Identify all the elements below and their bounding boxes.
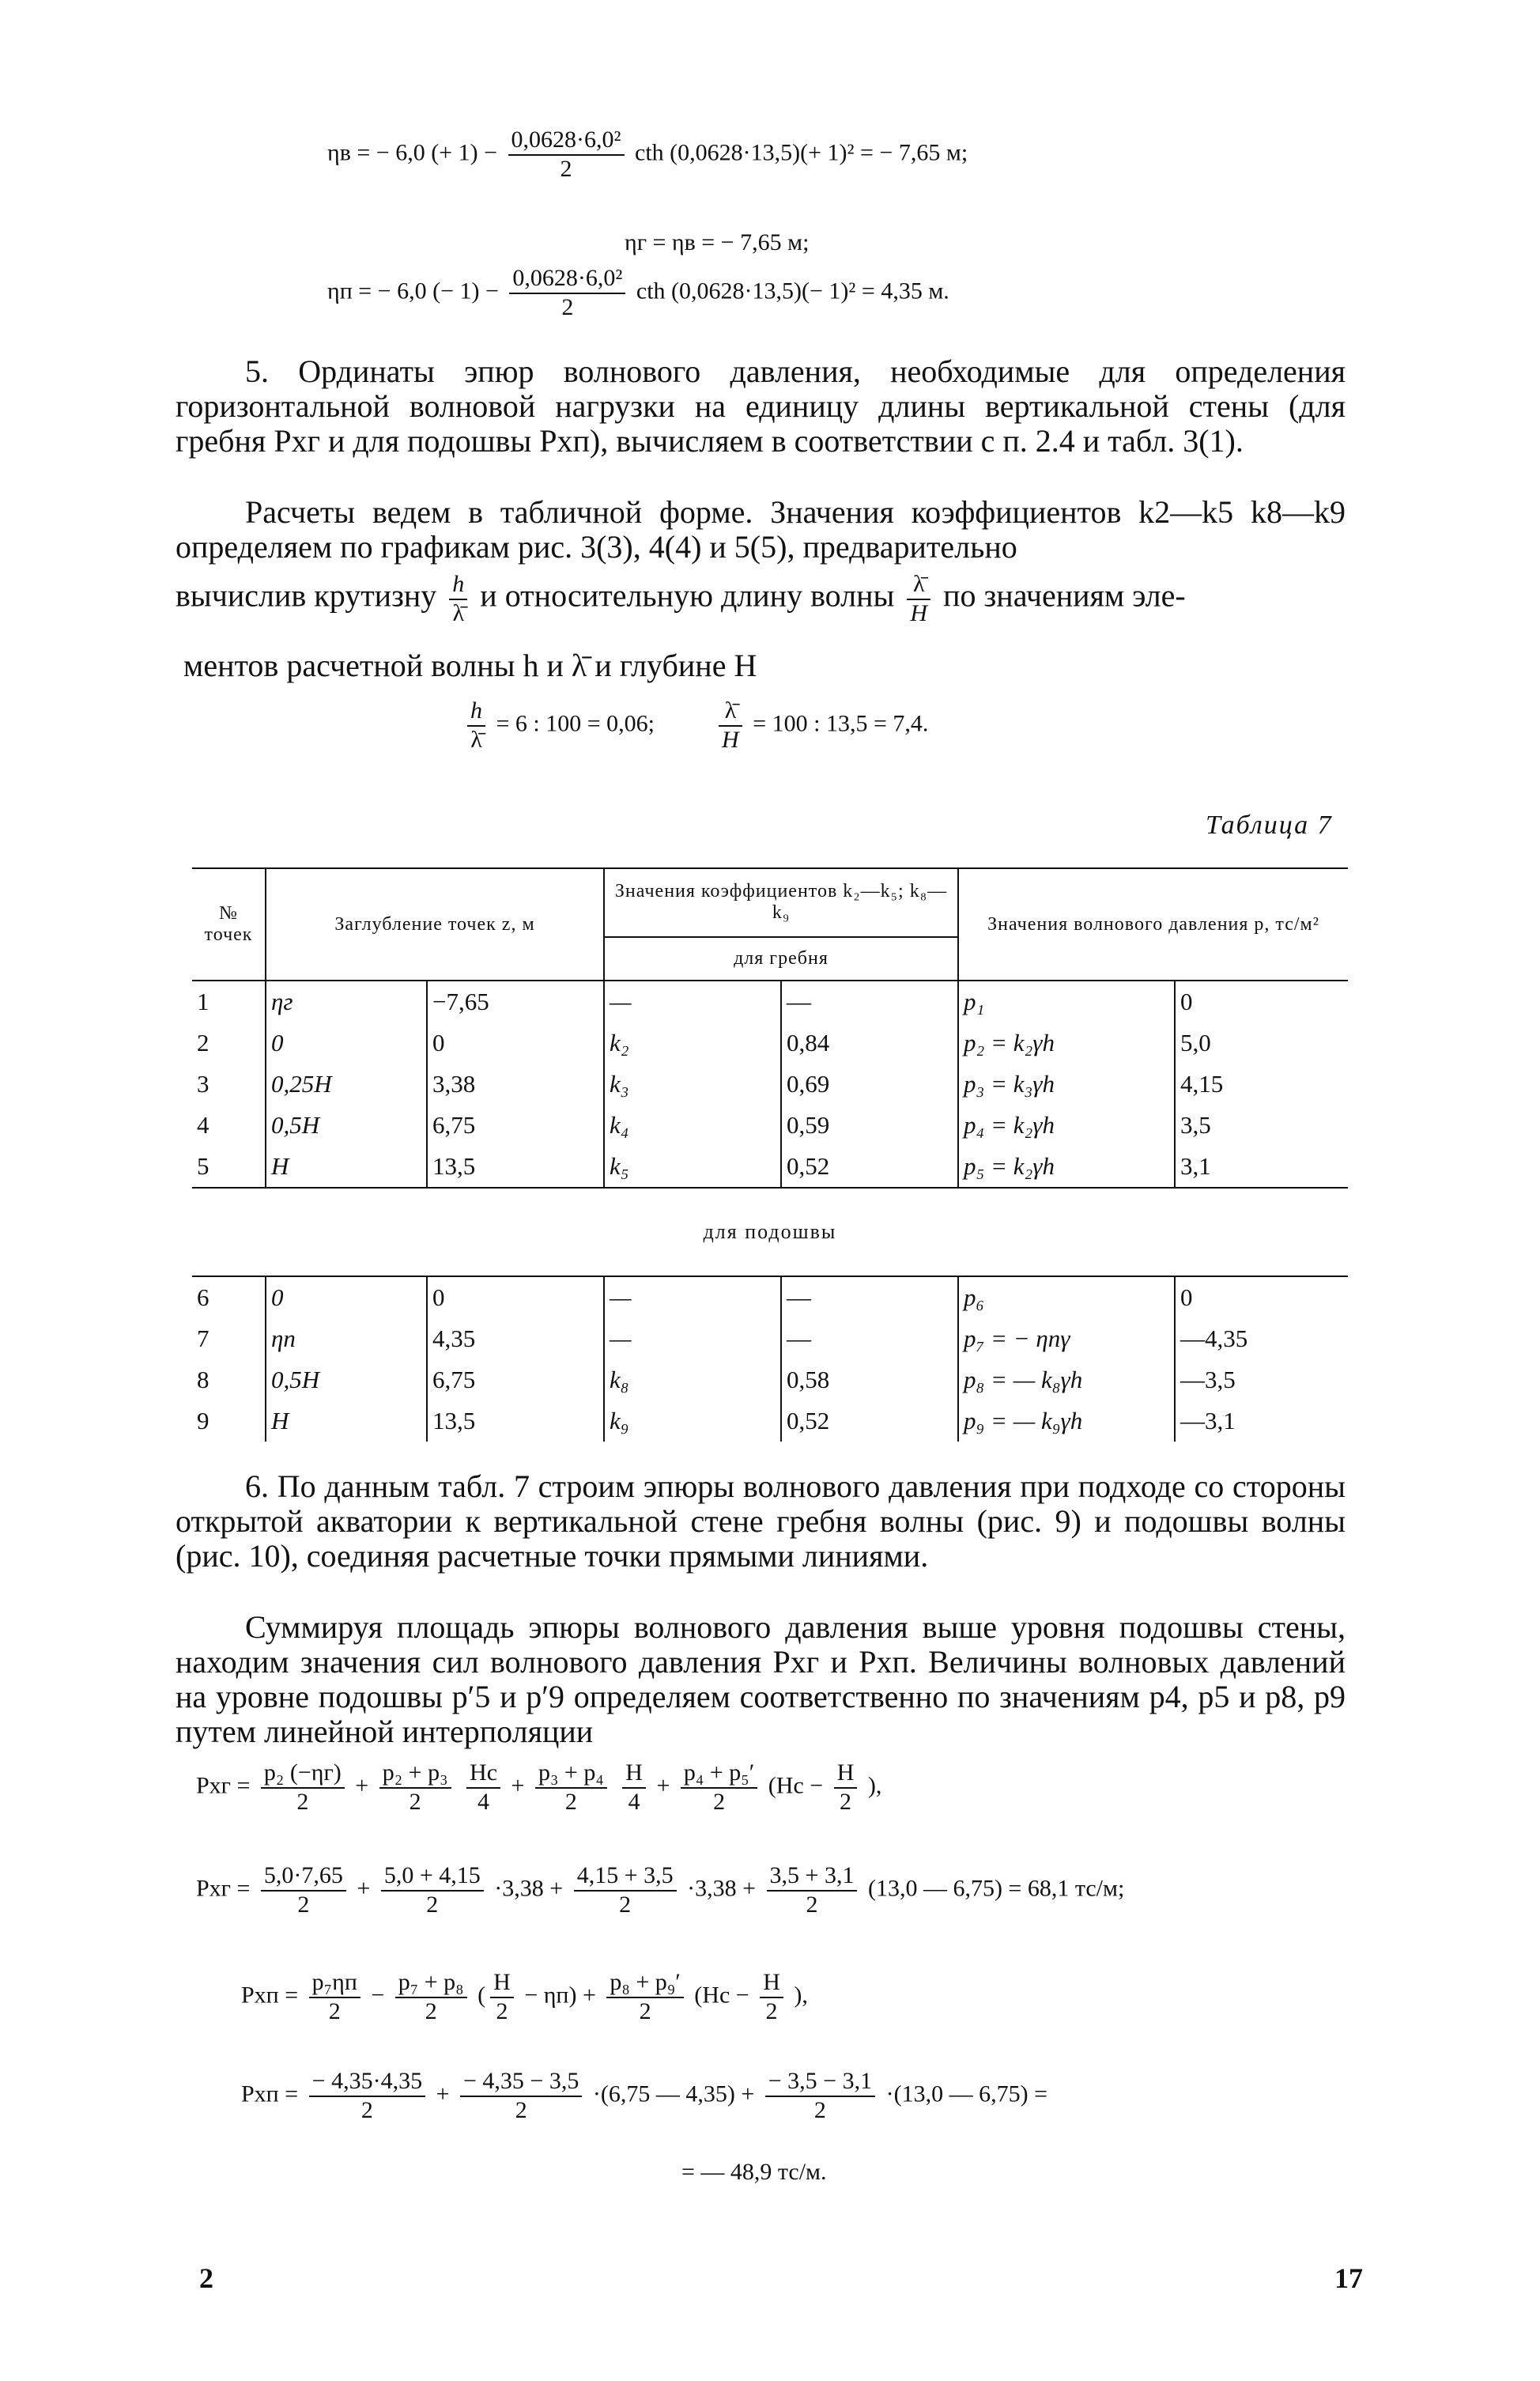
ratio-2: = 100 : 13,5 = 7,4. (753, 710, 929, 737)
fraction (261, 1862, 346, 1918)
denominator: λ̄ (452, 599, 465, 626)
table-caption: Таблица 7 (1206, 811, 1333, 840)
crest-rows (192, 981, 1348, 1188)
table-cell: p₄ = k₂γh (958, 1105, 1175, 1146)
denominator: 2 (813, 2096, 826, 2123)
numerator: Hс (466, 1759, 500, 1789)
denominator: 2 (806, 1891, 818, 1918)
text: ), (794, 1982, 808, 2009)
table-cell: k₈ (604, 1359, 781, 1400)
ratios-line (462, 697, 928, 754)
table-cell: — (604, 981, 781, 1022)
eq-rhs: cth (0,0628·13,5)(+ 1)² = − 7,65 м; (635, 139, 968, 166)
numerator: − 3,5 − 3,1 (765, 2068, 875, 2097)
table-row (192, 1276, 1348, 1318)
table-cell: — (604, 1276, 781, 1318)
text: − ηп) + (524, 1982, 596, 2009)
fraction (767, 1862, 858, 1918)
fraction (535, 1759, 607, 1816)
fraction (622, 1759, 646, 1816)
denominator: H (910, 599, 928, 626)
table-cell: p₅ = k₂γh (958, 1146, 1175, 1188)
table-cell: k₂ (604, 1022, 781, 1064)
denominator: 2 (409, 1788, 421, 1815)
header-press: Значения волнового давления p, тс/м² (958, 868, 1348, 981)
denominator: 2 (564, 1788, 577, 1815)
table-cell: 0 (1175, 1276, 1348, 1318)
table-cell: 0,5H (266, 1105, 427, 1146)
text: (13,0 — 6,75) = 68,1 тс/м; (867, 1875, 1125, 1902)
fraction (606, 1969, 683, 2025)
text: вычислив крутизну (176, 577, 437, 614)
table-cell: 6 (197, 1283, 209, 1311)
numerator: 4,15 + 3,5 (574, 1862, 677, 1892)
denominator: 2 (639, 1997, 651, 2024)
table-cell: —4,35 (1175, 1318, 1348, 1359)
denominator: 2 (561, 293, 574, 320)
table-cell: 0,52 (781, 1146, 958, 1188)
table-cell: 6,75 (427, 1105, 604, 1146)
table-row (192, 1022, 1348, 1064)
paragraph-sum: Суммируя площадь эпюры волнового давления выше уровня подошвы стены, находим значения сил волнового давления Pхг и Pхп. Величины волновых давлений на уровне подошвы p′5 и p′9 определяем соответственно по значениям p4, p5 и p8, p9 путем линейной интерполяции (176, 1609, 1346, 1749)
table-cell: 3 (197, 1070, 209, 1098)
numerator: − 4,35·4,35 (309, 2068, 425, 2097)
table-cell: 2 (197, 1029, 209, 1056)
table-7 (192, 867, 1348, 1442)
table-cell: 1 (192, 981, 266, 1022)
fraction (309, 1969, 360, 2025)
table-cell: — (781, 1318, 958, 1359)
table-cell: −7,65 (427, 981, 604, 1022)
formula-pxp-numeric: Pхп = $\frac{- 4,35\cdot 4,35}{2}$ + $\frac{- 4,35 - 3,5}{2}$ ·(6,75 — 4,35) + $\frac{- 3,5 - 3,1}{2}$ ·(13,0 — 6,75) = (241, 2068, 1047, 2123)
eq-lhs: ηв = − 6,0 (+ 1) − (327, 139, 498, 166)
denominator: 4 (477, 1788, 490, 1815)
header-depth: Заглубление точек z, м (266, 868, 604, 981)
numerator: − 4,35 − 3,5 (460, 2068, 582, 2097)
formula-pxg-general: Pхг = $\frac{\text{p₂ (−ηг)}}{2}$ + $\frac{\text{p₂ + p₃}}{2}$ $\frac{Hс}{4}$ + $\frac{\text{p₃ + p₄}}{2}$ $\frac{H}{4}$ + $\frac{\text{p₄ + p₅′}}{2}$ (Hс − $\frac{H}{2}$ ), (196, 1759, 882, 1815)
trough-label: для подошвы (192, 1188, 1348, 1276)
table-row (192, 1400, 1348, 1442)
fraction (765, 2068, 875, 2124)
table-cell: ηп (266, 1318, 427, 1359)
table-cell: H (266, 1146, 427, 1188)
fraction (395, 1969, 467, 2025)
table-cell: 4 (197, 1111, 209, 1139)
fraction (574, 1862, 677, 1918)
fraction (379, 1759, 451, 1816)
table-cell: 7 (197, 1325, 209, 1352)
paragraph-5: 5. Ординаты эпюр волнового давления, необходимые для определения горизонтальной волновой нагрузки на единицу длины вертикальной стены (для гребня Pхг и для подошвы Pхп), вычисляем в соответствии с п. 2.4 и табл. 3(1). (176, 353, 1346, 459)
table-cell: 4,35 (427, 1318, 604, 1359)
table-row (192, 1318, 1348, 1359)
numerator: 3,5 + 3,1 (767, 1862, 858, 1892)
table-cell: 3,38 (427, 1064, 604, 1105)
denominator: λ̄ (470, 726, 482, 753)
numerator: p₂ (−ηг) (261, 1759, 345, 1789)
table-cell: k₃ (604, 1064, 781, 1105)
numerator: 0,0628·6,0² (508, 127, 625, 156)
numerator: p₇ + p₈ (395, 1969, 467, 1998)
denominator: 2 (619, 1891, 632, 1918)
formula-pxp-result: = — 48,9 тс/м. (681, 2159, 827, 2185)
numerator: H (490, 1969, 514, 1998)
denominator: 2 (328, 1997, 341, 2024)
table-cell: 3,1 (1175, 1146, 1348, 1188)
table-cell: ηг (266, 981, 427, 1022)
table-cell: 5,0 (1175, 1022, 1348, 1064)
fraction (261, 1759, 345, 1816)
paragraph-calc-line3: ментов расчетной волны h и λ̄ и глубине H (183, 648, 757, 683)
denominator: 4 (628, 1788, 640, 1815)
table-cell: p₈ = — k₈γh (958, 1359, 1175, 1400)
table-row (192, 1146, 1348, 1188)
numerator: 5,0·7,65 (261, 1862, 346, 1892)
numerator: p₈ + p₉′ (606, 1969, 683, 1998)
fraction (466, 1759, 500, 1816)
denominator: 2 (840, 1788, 852, 1815)
text: ), (867, 1772, 882, 1799)
denominator: 2 (515, 2096, 527, 2123)
formula-pxp-general: Pхп = $\frac{\text{p₇ηп}}{2}$ − $\frac{\text{p₇ + p₈}}{2}$ ( $\frac{H}{2}$ − ηп) + $\frac{\text{p₈ + p₉′}}{2}$ (Hс − $\frac{H}{2}$ ), (241, 1969, 808, 2024)
table-cell: 8 (197, 1366, 209, 1393)
numerator: λ̄ (907, 571, 930, 600)
table-cell: —3,5 (1175, 1359, 1348, 1400)
table-cell: 13,5 (427, 1146, 604, 1188)
table-cell: p₃ = k₃γh (958, 1064, 1175, 1105)
text: ·(13,0 — 6,75) = (885, 2081, 1047, 2107)
header-num: № точек (192, 868, 266, 981)
fraction (681, 1759, 757, 1816)
text: ·3,38 + (494, 1875, 564, 1902)
denominator: 2 (297, 1891, 310, 1918)
fraction-h-lambda (467, 697, 485, 754)
numerator: p₃ + p₄ (535, 1759, 607, 1789)
denominator: 2 (296, 1788, 309, 1815)
denominator: 2 (426, 1891, 439, 1918)
table-cell: 0 (266, 1276, 427, 1318)
table-cell: 4,15 (1175, 1064, 1348, 1105)
header-crest: для гребня (604, 937, 958, 981)
eq-rhs: cth (0,0628·13,5)(− 1)² = 4,35 м. (636, 278, 949, 304)
table-cell: — (781, 981, 958, 1022)
fraction-h-lambda (449, 571, 467, 627)
table-cell: 0,59 (781, 1105, 958, 1146)
denominator: 2 (425, 1997, 437, 2024)
table-cell: — (604, 1318, 781, 1359)
denominator: 2 (560, 155, 572, 182)
table-cell: 3,5 (1175, 1105, 1348, 1146)
table-cell: 6,75 (427, 1359, 604, 1400)
equation-eta-v (327, 127, 968, 183)
trough-rows (192, 1276, 1348, 1442)
fraction (509, 265, 625, 321)
paragraph-calc-line2 (176, 571, 1186, 627)
fraction (381, 1862, 484, 1918)
lhs: Pхп = (241, 2081, 299, 2107)
table-cell: p₆ (958, 1276, 1175, 1318)
table-cell: 0,25H (266, 1064, 427, 1105)
numerator: h (449, 571, 467, 600)
numerator: 5,0 + 4,15 (381, 1862, 484, 1892)
numerator: H (622, 1759, 646, 1789)
trough-label-row (192, 1188, 1348, 1276)
text: (Hс − (768, 1772, 824, 1799)
equation-eta-g: ηг = ηв = − 7,65 м; (625, 229, 810, 255)
table-cell: p₇ = − ηпγ (958, 1318, 1175, 1359)
paragraph-6: 6. По данным табл. 7 строим эпюры волнового давления при подходе со стороны открытой акватории к вертикальной стене гребня волны (рис. 9) и подошвы волны (рис. 10), соединяя расчетные точки прямыми линиями. (176, 1468, 1346, 1574)
numerator: p₇ηп (309, 1969, 360, 1998)
denominator: 2 (765, 1997, 778, 2024)
ratio-1: = 6 : 100 = 0,06; (496, 710, 655, 737)
table-cell: 0 (427, 1276, 604, 1318)
table-cell: k₉ (604, 1400, 781, 1442)
table-cell: 0,69 (781, 1064, 958, 1105)
table-cell: —3,1 (1175, 1400, 1348, 1442)
fraction (834, 1759, 858, 1816)
paragraph-calc-line1: Расчеты ведем в табличной форме. Значения коэффициентов k2—k5 k8—k9 определяем по графикам рис. 3(3), 4(4) и 5(5), предварительно (176, 494, 1346, 565)
table-cell: 0,58 (781, 1359, 958, 1400)
formula-pxg-numeric: Pхг = $\frac{5,0\cdot 7,65}{2}$ + $\frac{5,0 + 4,15}{2}$ ·3,38 + $\frac{4,15 + 3,5}{2}$ ·3,38 + $\frac{3,5 + 3,1}{2}$ (13,0 — 6,75) = 68,1 тс/м; (196, 1862, 1125, 1918)
table-cell: p₉ = — k₉γh (958, 1400, 1175, 1442)
table-row (192, 1359, 1348, 1400)
text: ·3,38 + (687, 1875, 757, 1902)
table-cell: k₅ (604, 1146, 781, 1188)
table-cell: p₂ = k₂γh (958, 1022, 1175, 1064)
table-cell: 0,84 (781, 1022, 958, 1064)
table-row (192, 1105, 1348, 1146)
lhs: Pхг = (196, 1875, 251, 1902)
fraction-lambda-h (907, 571, 930, 627)
lhs: Pхп = (241, 1982, 299, 2009)
table-cell: H (266, 1400, 427, 1442)
table-cell: 13,5 (427, 1400, 604, 1442)
numerator: p₂ + p₃ (379, 1759, 451, 1789)
table-cell: — (781, 1276, 958, 1318)
table-cell: 0 (427, 1022, 604, 1064)
table-cell: p₁ (958, 981, 1175, 1022)
denominator: 2 (496, 1997, 508, 2024)
denominator: 2 (360, 2096, 373, 2123)
numerator: H (760, 1969, 783, 1998)
numerator: λ̄ (719, 697, 742, 727)
page-number: 17 (1334, 2262, 1363, 2294)
eq-lhs: ηп = − 6,0 (− 1) − (327, 278, 499, 304)
fraction (508, 127, 625, 183)
numerator: H (834, 1759, 858, 1789)
denominator: H (722, 726, 739, 753)
table-cell: 0 (1175, 981, 1348, 1022)
signature-mark: 2 (199, 2262, 213, 2294)
table-cell: 5 (197, 1152, 209, 1180)
text: по значениям эле- (943, 577, 1186, 614)
table-cell: 0,5H (266, 1359, 427, 1400)
numerator: p₄ + p₅′ (681, 1759, 757, 1789)
table-row (192, 981, 1348, 1022)
table-cell: 0 (266, 1022, 427, 1064)
text: (Hс − (694, 1982, 749, 2009)
fraction-lambda-h (719, 697, 742, 754)
fraction (460, 2068, 582, 2124)
lhs: Pхг = (196, 1772, 251, 1799)
equation-eta-p (327, 265, 949, 321)
table-cell: k₄ (604, 1105, 781, 1146)
numerator: 0,0628·6,0² (509, 265, 625, 294)
fraction (490, 1969, 514, 2025)
fraction (309, 2068, 425, 2124)
table-header-row (192, 868, 1348, 937)
table-cell: 9 (197, 1407, 209, 1434)
fraction (760, 1969, 783, 2025)
text: и относительную длину волны (480, 577, 895, 614)
header-coef: Значения коэффициентов k₂—k₅; k₈—k₉ (604, 868, 958, 937)
text: ·(6,75 — 4,35) + (592, 2081, 755, 2107)
numerator: h (467, 697, 485, 727)
table-cell: 0,52 (781, 1400, 958, 1442)
denominator: 2 (713, 1788, 726, 1815)
table-row (192, 1064, 1348, 1105)
